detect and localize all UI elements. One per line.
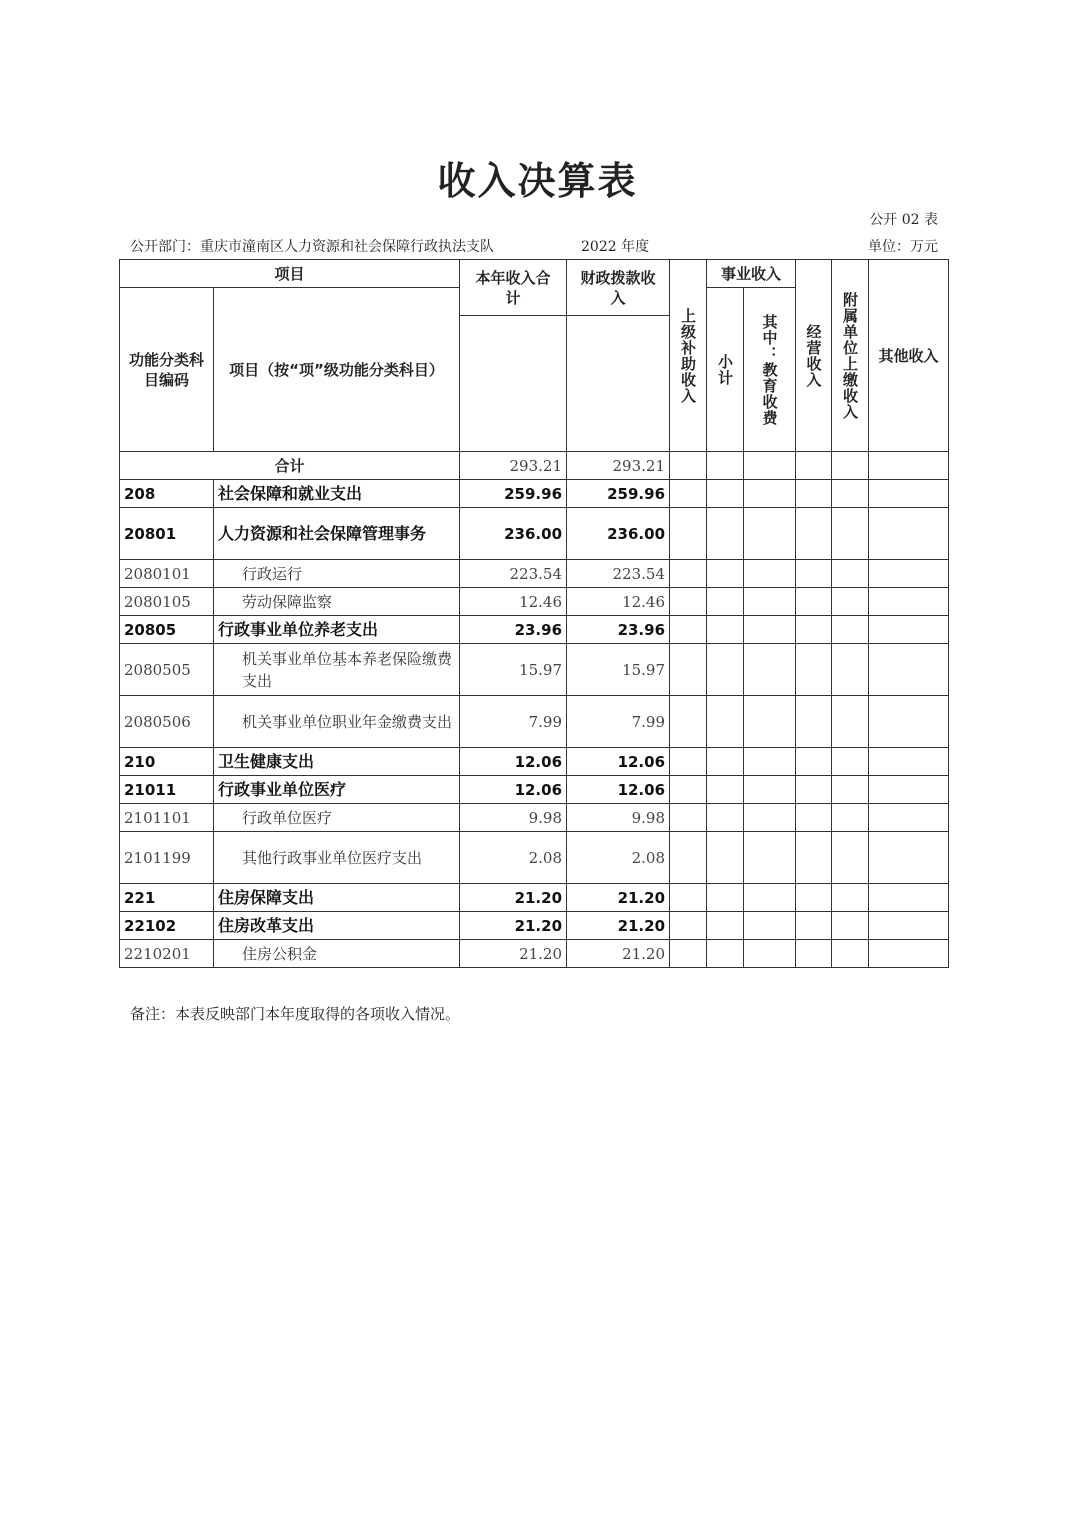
empty-cell (796, 940, 832, 968)
table-row (120, 912, 949, 940)
row-fiscal: 12.46 (567, 588, 670, 616)
page-title: 收入决算表 (437, 159, 638, 203)
empty-cell (670, 616, 707, 644)
empty-cell (796, 508, 832, 560)
table-row (120, 696, 949, 748)
row-name: 行政事业单位医疗 (214, 776, 460, 804)
empty-cell (744, 480, 796, 508)
empty-cell (744, 884, 796, 912)
empty-cell (796, 644, 832, 696)
row-total: 21.20 (460, 884, 567, 912)
row-fiscal: 21.20 (567, 884, 670, 912)
empty-cell (744, 452, 796, 480)
empty-cell (796, 884, 832, 912)
empty-cell (832, 480, 869, 508)
empty-cell (869, 884, 949, 912)
row-code: 2101101 (120, 804, 214, 832)
empty-cell (832, 748, 869, 776)
empty-cell (707, 776, 744, 804)
total-fiscal-value: 293.21 (567, 452, 670, 480)
header-fiscal (567, 260, 670, 316)
empty-cell (796, 480, 832, 508)
empty-cell (796, 452, 832, 480)
empty-cell (670, 508, 707, 560)
empty-cell (744, 912, 796, 940)
header-other (869, 260, 949, 452)
row-fiscal: 21.20 (567, 940, 670, 968)
empty-cell (744, 560, 796, 588)
row-code: 2080505 (120, 644, 214, 696)
empty-cell (670, 696, 707, 748)
empty-cell (796, 560, 832, 588)
empty-cell (744, 804, 796, 832)
header-edu-fee: 其中：教育收费 (744, 288, 796, 452)
header-func-code (120, 288, 214, 452)
empty-cell (707, 560, 744, 588)
empty-cell (670, 832, 707, 884)
row-name: 机关事业单位基本养老保险缴费支出 (214, 644, 460, 696)
empty-cell (670, 776, 707, 804)
empty-cell (744, 940, 796, 968)
empty-cell (707, 748, 744, 776)
row-name: 行政单位医疗 (214, 804, 460, 832)
department-label: 公开部门：重庆市潼南区人力资源和社会保障行政执法支队 (130, 239, 494, 255)
empty-cell (796, 912, 832, 940)
row-fiscal: 12.06 (567, 776, 670, 804)
row-fiscal: 7.99 (567, 696, 670, 748)
row-code: 2080105 (120, 588, 214, 616)
row-name: 劳动保障监察 (214, 588, 460, 616)
empty-cell (744, 696, 796, 748)
row-code: 2101199 (120, 832, 214, 884)
row-code: 20805 (120, 616, 214, 644)
form-number: 公开 02 表 (869, 212, 938, 228)
empty-cell (707, 832, 744, 884)
empty-cell (707, 480, 744, 508)
header-total-income-text: 本年收入合计 (475, 268, 551, 307)
empty-cell (832, 508, 869, 560)
header-business-text: 事业收入 (721, 264, 782, 283)
empty-cell (796, 616, 832, 644)
row-fiscal: 12.06 (567, 748, 670, 776)
header-project: 项目 (120, 260, 460, 288)
row-code: 21011 (120, 776, 214, 804)
header-superior: 上级补助收入 (670, 260, 707, 452)
row-total: 7.99 (460, 696, 567, 748)
empty-cell (832, 832, 869, 884)
row-name: 住房改革支出 (214, 912, 460, 940)
empty-cell (707, 452, 744, 480)
empty-cell (869, 508, 949, 560)
total-row (120, 452, 949, 480)
table-row (120, 560, 949, 588)
empty-cell (869, 940, 949, 968)
empty-cell (796, 832, 832, 884)
empty-cell (744, 588, 796, 616)
header-business (707, 260, 796, 288)
row-name: 机关事业单位职业年金缴费支出 (214, 696, 460, 748)
empty-cell (707, 912, 744, 940)
empty-cell (670, 748, 707, 776)
empty-cell (869, 776, 949, 804)
row-fiscal: 23.96 (567, 616, 670, 644)
header-other-text: 其他收入 (878, 346, 939, 365)
empty-cell (670, 912, 707, 940)
row-code: 221 (120, 884, 214, 912)
empty-cell (707, 644, 744, 696)
row-name: 行政事业单位养老支出 (214, 616, 460, 644)
row-name: 人力资源和社会保障管理事务 (214, 508, 460, 560)
table-header (120, 260, 949, 452)
empty-cell (744, 832, 796, 884)
total-label: 合计 (120, 452, 460, 480)
header-func-code-text: 功能分类科目编码 (128, 350, 204, 389)
empty-cell (869, 480, 949, 508)
row-total: 21.20 (460, 912, 567, 940)
row-total: 9.98 (460, 804, 567, 832)
table-row (120, 776, 949, 804)
row-name: 住房公积金 (214, 940, 460, 968)
empty-cell (869, 560, 949, 588)
row-total: 15.97 (460, 644, 567, 696)
empty-cell (832, 776, 869, 804)
row-name: 社会保障和就业支出 (214, 480, 460, 508)
empty-cell (707, 940, 744, 968)
table-body (120, 452, 949, 968)
empty-cell (670, 940, 707, 968)
row-total: 12.06 (460, 748, 567, 776)
header-total-income-spacer (460, 316, 567, 452)
empty-cell (832, 912, 869, 940)
empty-cell (744, 644, 796, 696)
total-income-value: 293.21 (460, 452, 567, 480)
row-code: 2210201 (120, 940, 214, 968)
row-code: 2080506 (120, 696, 214, 748)
unit-label: 单位：万元 (868, 239, 938, 255)
empty-cell (796, 588, 832, 616)
empty-cell (869, 644, 949, 696)
empty-cell (832, 560, 869, 588)
empty-cell (670, 452, 707, 480)
row-code: 20801 (120, 508, 214, 560)
table-row (120, 804, 949, 832)
empty-cell (796, 804, 832, 832)
table-row (120, 588, 949, 616)
row-name: 行政运行 (214, 560, 460, 588)
empty-cell (832, 696, 869, 748)
row-code: 2080101 (120, 560, 214, 588)
empty-cell (832, 804, 869, 832)
row-code: 210 (120, 748, 214, 776)
empty-cell (670, 644, 707, 696)
empty-cell (832, 940, 869, 968)
row-fiscal: 21.20 (567, 912, 670, 940)
table-row (120, 884, 949, 912)
row-total: 259.96 (460, 480, 567, 508)
table-row (120, 644, 949, 696)
row-name: 其他行政事业单位医疗支出 (214, 832, 460, 884)
row-total: 21.20 (460, 940, 567, 968)
meta-line (130, 236, 938, 256)
empty-cell (869, 588, 949, 616)
empty-cell (707, 804, 744, 832)
header-fiscal-text: 财政拨款收入 (580, 268, 656, 307)
row-total: 2.08 (460, 832, 567, 884)
empty-cell (744, 508, 796, 560)
empty-cell (744, 748, 796, 776)
fiscal-year: 2022 年度 (581, 239, 650, 255)
header-fiscal-spacer (567, 316, 670, 452)
empty-cell (707, 588, 744, 616)
header-item-name (214, 288, 460, 452)
row-name: 住房保障支出 (214, 884, 460, 912)
row-total: 23.96 (460, 616, 567, 644)
empty-cell (670, 588, 707, 616)
table-row (120, 832, 949, 884)
income-table (119, 259, 949, 968)
empty-cell (832, 588, 869, 616)
header-operating: 经营收入 (796, 260, 832, 452)
empty-cell (707, 884, 744, 912)
row-fiscal: 223.54 (567, 560, 670, 588)
row-total: 12.46 (460, 588, 567, 616)
row-total: 223.54 (460, 560, 567, 588)
empty-cell (670, 480, 707, 508)
empty-cell (869, 832, 949, 884)
empty-cell (832, 644, 869, 696)
row-total: 12.06 (460, 776, 567, 804)
empty-cell (796, 696, 832, 748)
empty-cell (744, 776, 796, 804)
header-affiliated: 附属单位上缴收入 (832, 260, 869, 452)
row-total: 236.00 (460, 508, 567, 560)
empty-cell (832, 452, 869, 480)
empty-cell (796, 748, 832, 776)
row-fiscal: 15.97 (567, 644, 670, 696)
empty-cell (707, 508, 744, 560)
empty-cell (869, 912, 949, 940)
empty-cell (869, 804, 949, 832)
table-note: 备注：本表反映部门本年度取得的各项收入情况。 (130, 1005, 461, 1023)
empty-cell (744, 616, 796, 644)
empty-cell (869, 696, 949, 748)
row-fiscal: 2.08 (567, 832, 670, 884)
empty-cell (869, 748, 949, 776)
empty-cell (707, 696, 744, 748)
empty-cell (832, 884, 869, 912)
table-row (120, 616, 949, 644)
header-total-income (460, 260, 567, 316)
empty-cell (832, 616, 869, 644)
empty-cell (869, 616, 949, 644)
table-row (120, 508, 949, 560)
header-subtotal: 小计 (707, 288, 744, 452)
row-code: 208 (120, 480, 214, 508)
row-name: 卫生健康支出 (214, 748, 460, 776)
table-row (120, 748, 949, 776)
empty-cell (796, 776, 832, 804)
row-fiscal: 236.00 (567, 508, 670, 560)
empty-cell (670, 560, 707, 588)
empty-cell (707, 616, 744, 644)
empty-cell (670, 804, 707, 832)
row-fiscal: 259.96 (567, 480, 670, 508)
empty-cell (869, 452, 949, 480)
table-row (120, 480, 949, 508)
empty-cell (670, 884, 707, 912)
header-item-name-text: 项目（按“项”级功能分类科目） (229, 360, 444, 379)
row-code: 22102 (120, 912, 214, 940)
row-fiscal: 9.98 (567, 804, 670, 832)
table-row (120, 940, 949, 968)
